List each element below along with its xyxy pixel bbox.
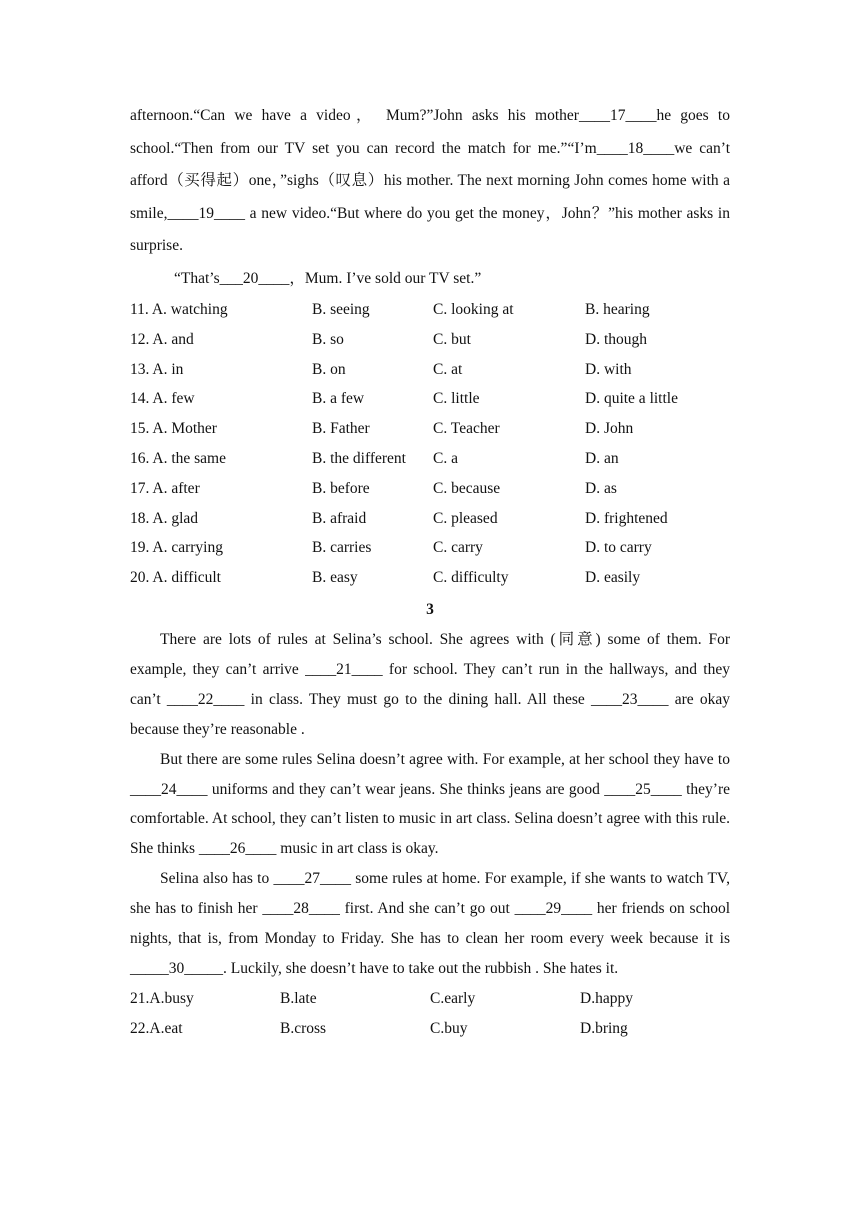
option-b: B. carries [312, 539, 372, 557]
document-page [130, 100, 730, 1044]
option-row [130, 325, 730, 355]
option-row [130, 504, 730, 534]
option-d: D. an [585, 449, 619, 467]
option-a: 11. A. watching [130, 301, 228, 318]
option-d: D. with [585, 360, 632, 378]
option-row [130, 384, 730, 414]
passage-2-paragraph: afternoon.“Can we have a video， Mum?”John asks his mother____17____he goes to school.“Then from our TV set you can record the match for me.”“I’m____18____we can’t afford（买得起）one，”sighs（叹息）his mother. The next morning John comes home with a smile,____19____ a new video.“But where do you get the money，John？”his mother asks in surprise. [130, 107, 730, 254]
passage-2-closing-line: “That’s___20____，Mum. I’ve sold our TV set.” [174, 269, 482, 287]
option-d: D. though [585, 330, 647, 348]
option-a: 20. A. difficult [130, 569, 221, 587]
option-d: D.bring [580, 1019, 628, 1037]
option-d: D. to carry [585, 539, 652, 557]
option-b: B. Father [312, 420, 370, 438]
option-c: C. difficulty [433, 569, 509, 587]
option-b: B. easy [312, 569, 358, 587]
option-c: C.early [430, 989, 476, 1007]
option-c: C. pleased [433, 509, 498, 527]
option-c: C. looking at [433, 301, 514, 318]
option-b: B. before [312, 479, 370, 497]
option-c: C. but [433, 330, 471, 348]
option-c: C. at [433, 360, 463, 378]
option-row [130, 295, 730, 325]
option-b: B. afraid [312, 509, 367, 527]
option-c: C.buy [430, 1019, 468, 1037]
options-table-21-22 [130, 984, 730, 1044]
option-row [130, 414, 730, 444]
option-row [130, 563, 730, 593]
section-3-paragraph-2: But there are some rules Selina doesn’t agree with. For example, at her school they have to ____24____ uniforms and they can’t wear jeans. She thinks jeans are good ____25____ they’re comfortable. At school, they can’t listen to music in art class. Selina doesn’t agree with this rule. She thinks ____26____ music in art class is okay. [130, 750, 730, 858]
option-d: B. hearing [585, 301, 650, 318]
section-3-paragraph-1: There are lots of rules at Selina’s school. She agrees with (同意) some of them. For example, they can’t arrive ____21____ for school. They can’t run in the hallways, and they can’t ____22____ in class. They must go to the dining hall. All these ____23____ are okay because they’re reasonable . [130, 630, 730, 738]
option-d: D. quite a little [585, 390, 678, 408]
option-b: B. on [312, 360, 346, 378]
option-d: D. frightened [585, 509, 668, 527]
option-b: B. the different [312, 449, 406, 467]
option-b: B. seeing [312, 301, 370, 318]
option-c: C. because [433, 479, 501, 497]
option-d: D. John [585, 420, 634, 438]
option-row [130, 444, 730, 474]
option-c: C. a [433, 449, 458, 467]
option-a: 17. A. after [130, 479, 200, 497]
option-row [130, 1014, 730, 1044]
option-row [130, 984, 730, 1014]
option-c: C. little [433, 390, 480, 408]
option-row [130, 355, 730, 385]
option-a: 14. A. few [130, 390, 195, 408]
option-b: B. a few [312, 390, 365, 408]
option-a: 19. A. carrying [130, 539, 223, 557]
option-d: D. easily [585, 569, 641, 587]
section-3-paragraph-3: Selina also has to ____27____ some rules at home. For example, if she wants to watch TV, she has to finish her ____28____ first. And she can’t go out ____29____ her friends on school nights, that is, from Monday to Friday. She has to clean her room every week because it is _____30_____. Luckily, she doesn’t have to take out the rubbish . She hates it. [130, 870, 730, 977]
option-b: B.late [280, 989, 317, 1007]
option-a: 15. A. Mother [130, 420, 217, 438]
option-b: B. so [312, 330, 344, 348]
option-c: C. Teacher [433, 420, 500, 438]
option-a: 12. A. and [130, 330, 194, 348]
option-a: 18. A. glad [130, 509, 199, 527]
option-row [130, 533, 730, 563]
option-a: 21.A.busy [130, 989, 194, 1007]
option-b: B.cross [280, 1019, 327, 1037]
option-d: D. as [585, 479, 617, 497]
option-a: 16. A. the same [130, 449, 226, 467]
option-row [130, 474, 730, 504]
options-table-11-20 [130, 295, 730, 593]
option-c: C. carry [433, 539, 483, 557]
option-d: D.happy [580, 989, 633, 1007]
section-number: 3 [426, 600, 434, 618]
option-a: 13. A. in [130, 360, 184, 378]
option-a: 22.A.eat [130, 1019, 183, 1037]
